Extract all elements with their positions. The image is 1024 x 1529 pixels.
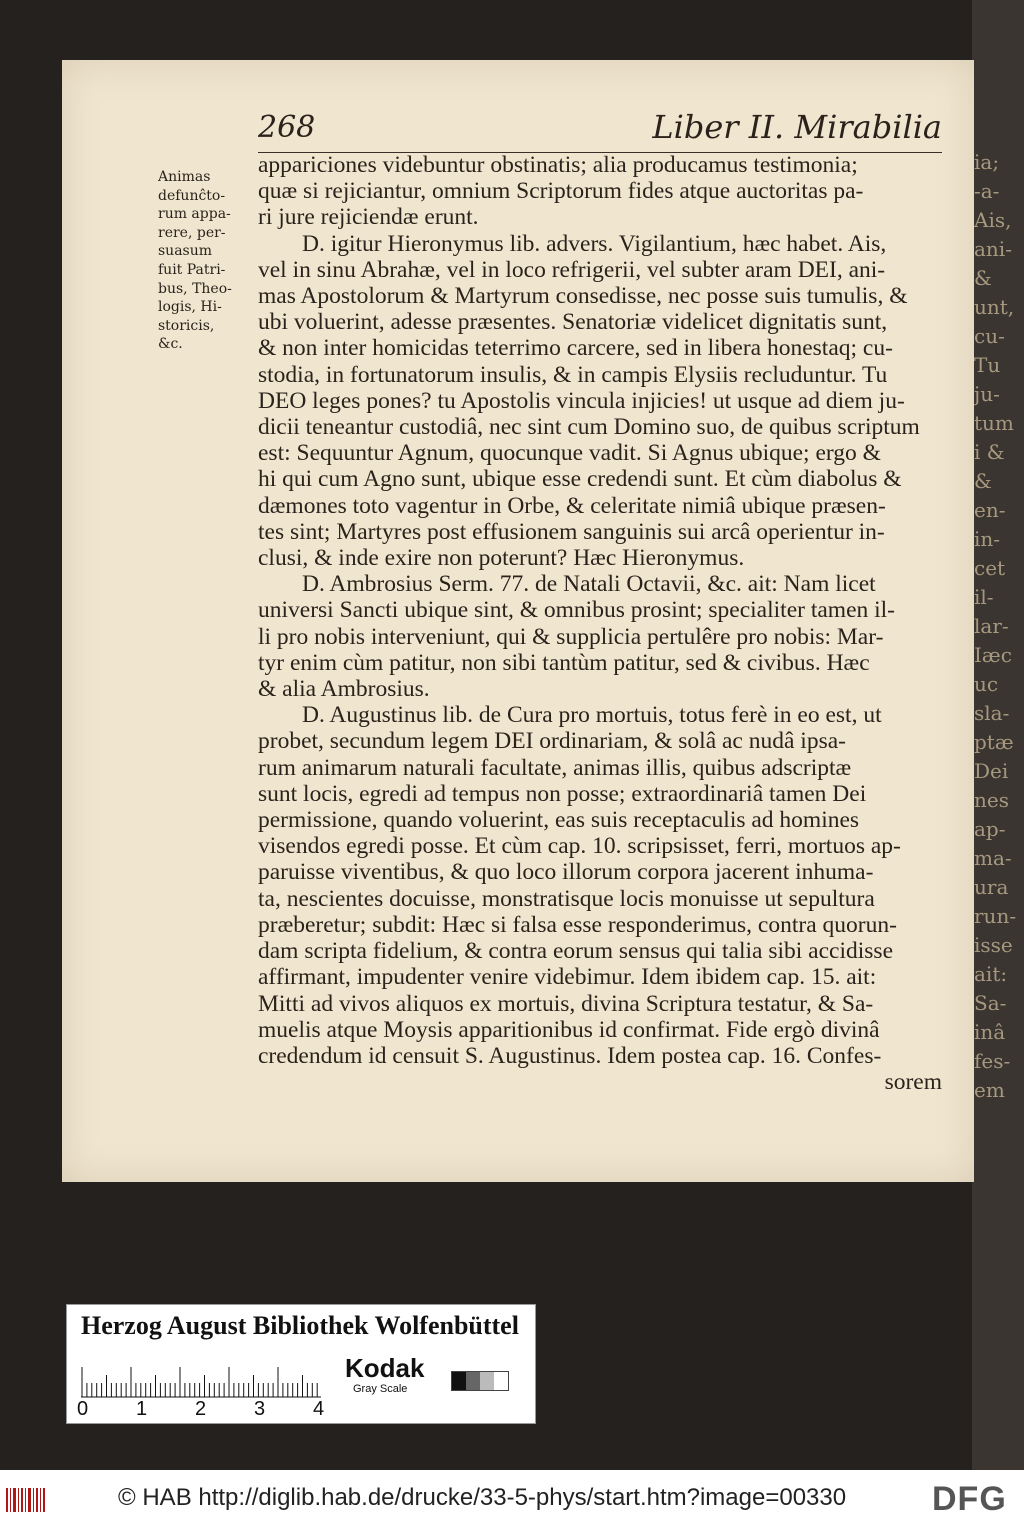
margin-note-line: fuit Patri- [158,261,226,278]
color-calibration-card [66,1304,536,1424]
margin-note-line: storicis, [158,317,215,334]
body-text [258,152,942,1095]
text-line: stodia, in fortunatorum insulis, & in campis Elysiis recluduntur. Tu [258,361,888,388]
text-line: ubi voluerint, adesse præsentes. Senatoriæ videlicet dignitatis sunt, [258,309,888,336]
facing-page-fragment: ait: [974,962,1008,986]
text-line: Mitti ad vivos aliquos ex mortuis, divina Scriptura testatur, & Sa- [258,990,874,1017]
footer-bar [0,1470,1024,1529]
facing-page-fragment: i & [974,440,1005,464]
text-line: tes sint; Martyres post effusionem sanguinis sui arcâ operientur in- [258,518,885,545]
text-line: vel in sinu Abrahæ, vel in loco refrigerii, vel subter aram DEI, ani- [258,256,886,283]
text-line: affirmant, impudenter venire videbimur. Idem ibidem cap. 15. ait: [258,964,877,991]
ruler-number: 3 [254,1398,266,1420]
facing-page-fragment: il- [974,585,994,609]
facing-page-fragment: Sa- [974,991,1007,1015]
running-title: Liber II. Mirabilia [652,108,942,146]
margin-note-line: defunĉto- [158,187,226,204]
page-header [258,108,942,153]
facing-page-fragment: & [974,469,992,493]
text-line: sunt locis, egredi ad tempus non posse; extraordinariâ tamen Dei [258,780,867,807]
margin-note-line: rere, per- [158,224,226,241]
text-line: dicii teneantur custodiâ, nec sint cum Domino suo, de quibus scriptum [258,414,920,441]
text-line: muelis atque Moysis apparitionibus id confirmat. Fide ergò divinâ [258,1016,880,1043]
facing-page-fragment: Tu [974,353,1001,377]
facing-page-fragment: nes [974,788,1009,812]
facing-page-fragment: sla- [974,701,1010,725]
kodak-logo: Kodak [345,1353,425,1383]
text-line: præberetur; subdit: Hæc si falsa esse responderimus, contra quorun- [258,911,897,938]
text-line: ri jure rejiciendæ erunt. [258,204,479,231]
facing-page-fragment: ma- [974,846,1012,870]
ruler-number: 1 [136,1398,148,1420]
margin-note-line: logis, Hi- [158,299,222,316]
ruler-number: 0 [77,1398,89,1420]
text-line: & non inter homicidas teterrimo carcere, sed in libera honestaq; cu- [258,335,893,362]
facing-page-fragment: ju- [974,382,1000,406]
ruler-numbers [73,1398,323,1420]
book-page [62,60,974,1182]
text-line: visendos egredi posse. Et cùm cap. 10. scripsisset, ferri, mortuos ap- [258,833,901,860]
facing-page-fragment: ap- [974,817,1006,841]
facing-page-fragment: tum [974,411,1014,435]
text-line: permissione, quando voluerint, eas suis receptaculis ad homines [258,807,860,834]
ruler-number: 4 [313,1398,325,1420]
facing-page-fragment: ura [974,875,1009,899]
ruler-scale [81,1360,321,1398]
facing-page-fragment: Ais, [974,208,1012,232]
facing-page-fragment: Iæc [974,643,1012,667]
facing-page-fragment: ani- [974,237,1012,261]
text-line: sorem [884,1069,942,1096]
text-line: D. Augustinus lib. de Cura pro mortuis, totus ferè in eo est, ut [302,702,882,729]
text-line: DEO leges pones? tu Apostolis vincula injicies! ut usque ad diem ju- [258,387,905,414]
facing-page-fragment: in- [974,527,1001,551]
margin-note-line: suasum [158,243,213,260]
margin-note-line: Animas [158,169,211,185]
text-line: universi Sancti ubique sint, & omnibus prosint; specialiter tamen il- [258,597,896,624]
facing-page-fragment: inâ [974,1020,1006,1044]
text-line: dæmones toto vagentur in Orbe, & celeritate nimiâ ubique præsen- [258,492,886,519]
text-line: li pro nobis interveniunt, qui & supplicia pertulêre pro nobis: Mar- [258,623,884,650]
gray-scale-label: Gray Scale [353,1383,408,1395]
text-line: dam scripta fidelium, & contra eorum sensus qui talia sibi accidisse [258,938,893,965]
gray-patches [451,1371,509,1391]
facing-page-fragment: isse [974,933,1013,957]
text-line: D. igitur Hieronymus lib. advers. Vigilantium, hæc habet. Ais, [302,230,887,257]
facing-page-fragment: fes- [974,1049,1011,1073]
facing-page-fragment: Dei [974,759,1009,783]
text-line: appariciones videbuntur obstinatis; alia producamus testimonia; [258,152,858,178]
margin-note-line: &c. [158,336,183,353]
text-line: & alia Ambrosius. [258,676,430,703]
library-name: Herzog August Bibliothek Wolfenbüttel [81,1311,519,1340]
text-line: paruisse viventibus, & quo loco illorum corpora jacerent inhuma- [258,859,874,886]
text-line: tyr enim cùm patitur, non sibi tantùm patitur, sed & civibus. Hæc [258,649,870,676]
marginal-note [158,168,258,354]
text-line: rum animarum naturali facultate, animas illis, quibus adscriptæ [258,754,852,781]
text-line: clusi, & inde exire non poterunt? Hæc Hieronymus. [258,545,745,572]
text-line: mas Apostolorum & Martyrum consedisse, nec posse suis tumulis, & [258,283,908,310]
facing-page-fragment: -a- [974,179,1000,203]
text-line: est: Sequuntur Agnum, quocunque vadit. Si Agnus ubique; ergo & [258,440,881,467]
facing-page-fragment: lar- [974,614,1009,638]
facing-page-fragment: unt, [974,295,1015,319]
barcode-icon [6,1486,46,1514]
margin-note-line: rum appa- [158,206,231,223]
facing-page-fragment: run- [974,904,1017,928]
text-line: hi qui cum Agno sunt, ubique esse credendi sunt. Et cùm diabolus & [258,466,902,493]
ruler-number: 2 [195,1398,207,1420]
dfg-logo: DFG [932,1480,1007,1518]
text-line: probet, secundum legem DEI ordinariam, & solâ ac nudâ ipsa- [258,728,846,755]
facing-page-edge [972,0,1024,1470]
margin-note-line: bus, Theo- [158,280,232,297]
facing-page-fragment: uc [974,672,999,696]
facing-page-fragment: em [974,1078,1005,1102]
copyright-url[interactable]: © HAB http://diglib.hab.de/drucke/33-5-phys/start.htm?image=00330 [118,1484,847,1511]
page-number: 268 [258,110,316,145]
facing-page-fragment: & [974,266,992,290]
facing-page-fragment: ia; [974,150,1000,174]
text-line: ta, nescientes docuisse, monstratisque locis monuisse ut sepultura [258,885,875,912]
facing-page-fragment: en- [974,498,1006,522]
facing-page-fragment: cet [974,556,1006,580]
text-line: quæ si rejiciantur, omnium Scriptorum fides atque auctoritas pa- [258,178,864,205]
facing-page-fragment: ptæ [974,730,1014,754]
text-line: credendum id censuit S. Augustinus. Idem postea cap. 16. Confes- [258,1042,882,1069]
facing-page-fragment: cu- [974,324,1005,348]
text-line: D. Ambrosius Serm. 77. de Natali Octavii, &c. ait: Nam licet [302,571,876,598]
